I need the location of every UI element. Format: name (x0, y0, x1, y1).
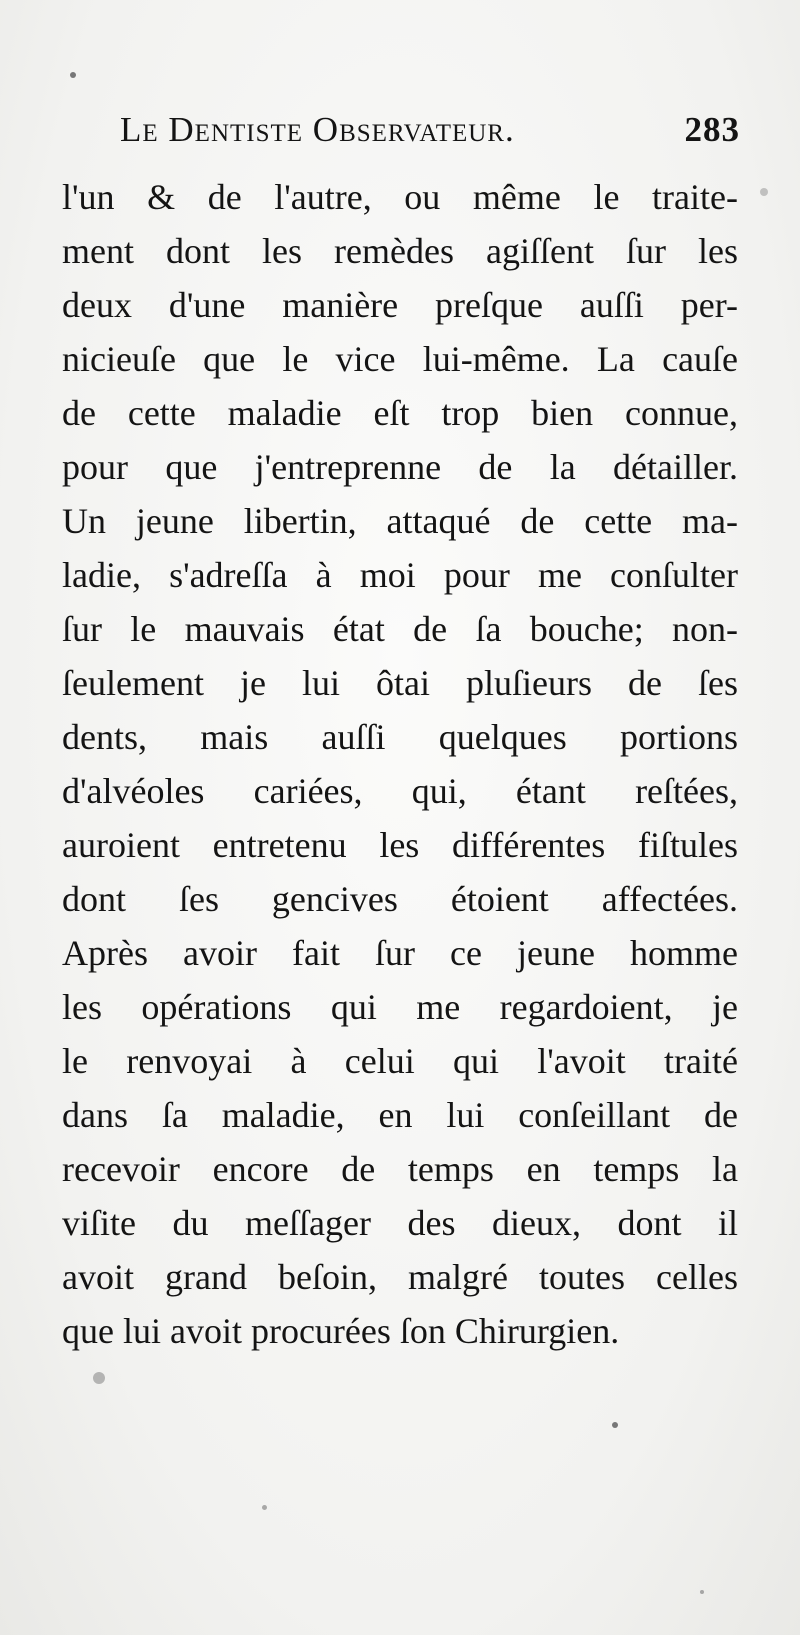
paper-speck (700, 1590, 704, 1594)
text-line: deux d'une manière preſque auſſi per- (62, 285, 738, 325)
paper-speck (612, 1422, 618, 1428)
text-line: d'alvéoles cariées, qui, étant reſtées, (62, 771, 738, 811)
running-title: Le Dentiste Observateur. (120, 110, 515, 149)
text-line: dans ſa maladie, en lui conſeillant de (62, 1095, 738, 1135)
body-text (62, 170, 738, 1358)
text-line: auroient entretenu les différentes fiſtules (62, 825, 738, 865)
text-line: avoit grand beſoin, malgré toutes celles (62, 1257, 738, 1297)
paper-speck (262, 1505, 267, 1510)
text-line: recevoir encore de temps en temps la (62, 1149, 738, 1189)
text-line: Un jeune libertin, attaqué de cette ma- (62, 501, 738, 541)
text-line: ment dont les remèdes agiſſent ſur les (62, 231, 738, 271)
text-line: nicieuſe que le vice lui-même. La cauſe (62, 339, 738, 379)
text-line: ſeulement je lui ôtai pluſieurs de ſes (62, 663, 738, 703)
text-line: que lui avoit procurées ſon Chirurgien. (62, 1311, 620, 1351)
text-line: pour que j'entreprenne de la détailler. (62, 447, 738, 487)
paper-speck (70, 72, 76, 78)
text-line: le renvoyai à celui qui l'avoit traité (62, 1041, 738, 1081)
text-line: l'un & de l'autre, ou même le traite- (62, 177, 738, 217)
text-line: ladie, s'adreſſa à moi pour me conſulter (62, 555, 738, 595)
text-line: de cette maladie eſt trop bien connue, (62, 393, 738, 433)
paper-speck (760, 188, 768, 196)
text-line: ſur le mauvais état de ſa bouche; non- (62, 609, 738, 649)
text-line: viſite du meſſager des dieux, dont il (62, 1203, 738, 1243)
text-line: Après avoir fait ſur ce jeune homme (62, 933, 738, 973)
text-line: les opérations qui me regardoient, je (62, 987, 738, 1027)
text-line: dents, mais auſſi quelques portions (62, 717, 738, 757)
text-line: dont ſes gencives étoient affectées. (62, 879, 738, 919)
page-header (120, 110, 740, 166)
paper-speck (93, 1372, 105, 1384)
page-number: 283 (684, 110, 740, 149)
